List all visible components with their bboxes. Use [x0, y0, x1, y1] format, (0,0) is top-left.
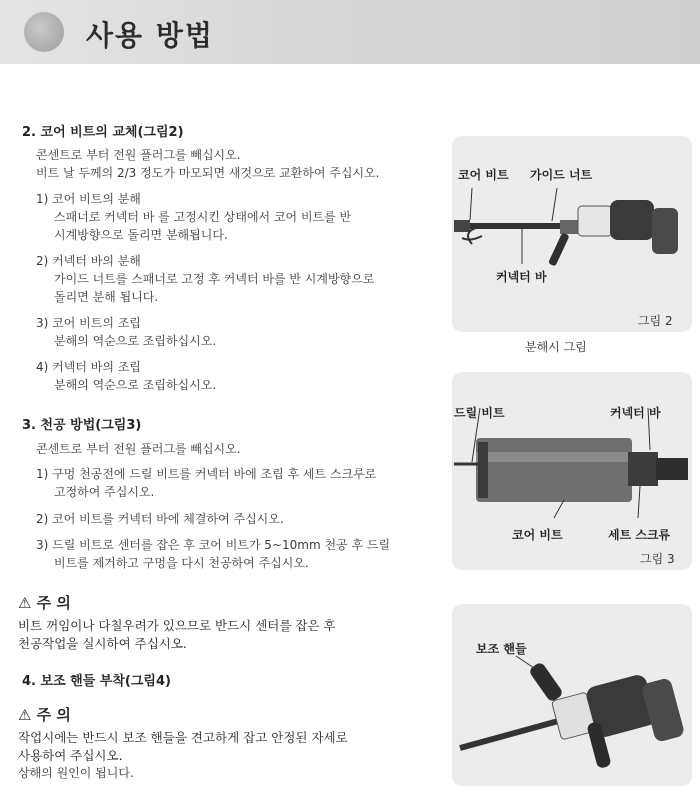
- s2-item2-line2: 돌리면 분해 됩니다.: [54, 290, 159, 304]
- section2-intro1: 콘센트로 부터 전원 플러그를 빼십시오.: [36, 148, 241, 162]
- s2-item4-title: 4) 커넥터 바의 조립: [36, 360, 141, 374]
- fig2-core-bit-tip: [454, 220, 470, 232]
- fig2-number: 그림 2: [638, 314, 673, 328]
- s2-item2-title: 2) 커넥터 바의 분해: [36, 254, 141, 268]
- figure4-drawing: [452, 604, 692, 786]
- s2-item1-title: 1) 코어 비트의 분해: [36, 192, 141, 206]
- caution1-line1: 비트 꺼임이나 다칠우려가 있으므로 반드시 센터를 잡은 후: [18, 618, 336, 633]
- s2-item1-line1: 스패너로 커넥터 바 를 고정시킨 상태에서 코어 비트를 반: [54, 210, 352, 224]
- caution2-line3: 상해의 원인이 됩니다.: [18, 766, 134, 780]
- fig3-number: 그림 3: [640, 552, 675, 566]
- fig2-label-connector-bar: 커넥터 바: [496, 270, 547, 284]
- s3-item3-line2: 비트를 제거하고 구멍을 다시 천공하여 주십시오.: [54, 556, 309, 570]
- fig2-label-core-bit: 코어 비트: [458, 168, 509, 182]
- s3-item3-line1: 3) 드릴 비트로 센터를 잡은 후 코어 비트가 5~10mm 천공 후 드릴: [36, 538, 391, 552]
- fig2-leader-core-bit: [470, 188, 472, 220]
- fig3-label-set-screw: 세트 스크류: [608, 528, 671, 542]
- figure2-panel: [452, 136, 692, 332]
- s3-item1-line2: 고정하여 주십시오.: [54, 485, 155, 499]
- s2-item3-line1: 분해의 역순으로 조립하십시오.: [54, 334, 217, 348]
- section2-heading: 2. 코어 비트의 교체(그림2): [22, 125, 184, 140]
- figure3-panel: [452, 372, 692, 570]
- figure4-panel: [452, 604, 692, 786]
- caution2-line1: 작업시에는 반드시 보조 핸들을 견고하게 잡고 안정된 자세로: [18, 730, 348, 745]
- caution1-title: ⚠ 주 의: [18, 594, 71, 612]
- s2-item1-line2: 시계방향으로 돌리면 분해됩니다.: [54, 228, 228, 242]
- fig3-label-core-bit: 코어 비트: [512, 528, 563, 542]
- s3-item2-line1: 2) 코어 비트를 커넥터 바에 체결하여 주십시오.: [36, 512, 284, 526]
- fig2-label-guide-nut: 가이드 너트: [530, 168, 593, 182]
- s2-item3-title: 3) 코어 비트의 조립: [36, 316, 141, 330]
- fig3-connector-bar: [628, 452, 658, 486]
- fig3-label-drill-bit: 드릴 비트: [454, 406, 505, 420]
- section2-intro2: 비트 날 두께의 2/3 정도가 마모되면 새것으로 교환하여 주십시오.: [36, 166, 380, 180]
- s2-item2-line1: 가이드 너트를 스패너로 고정 후 커넥터 바를 반 시계방향으로: [54, 272, 375, 286]
- fig4-label-aux-handle: 보조 핸들: [476, 642, 527, 656]
- s2-item4-line1: 분해의 역순으로 조립하십시오.: [54, 378, 217, 392]
- caution1-line2: 천공작업을 실시하여 주십시오.: [18, 636, 187, 651]
- fig2-caption: 분해시 그림: [525, 340, 587, 354]
- section3-heading: 3. 천공 방법(그림3): [22, 418, 142, 433]
- s3-item1-line1: 1) 구멍 천공전에 드릴 비트를 커넥터 바에 조립 후 세트 스크루로: [36, 467, 377, 481]
- section4-heading: 4. 보조 핸들 부착(그림4): [22, 674, 171, 689]
- caution2-title: ⚠ 주 의: [18, 706, 71, 724]
- fig4-leader-aux-handle: [516, 656, 540, 672]
- fig3-leader-core-bit: [554, 500, 564, 518]
- fig2-motor: [610, 200, 654, 240]
- section3-intro: 콘센트로 부터 전원 플러그를 빼십시오.: [36, 442, 241, 456]
- fig3-leader-set-screw: [638, 486, 640, 518]
- page-title: 사용 방법: [86, 19, 214, 52]
- fig3-core-bit: [476, 438, 632, 502]
- caution2-line2: 사용하여 주십시오.: [18, 748, 123, 763]
- fig2-leader-guide-nut: [552, 188, 557, 221]
- header-circle-icon: [24, 12, 64, 52]
- fig3-label-connector-bar: 커넥터 바: [610, 406, 661, 420]
- header-banner: [0, 0, 700, 64]
